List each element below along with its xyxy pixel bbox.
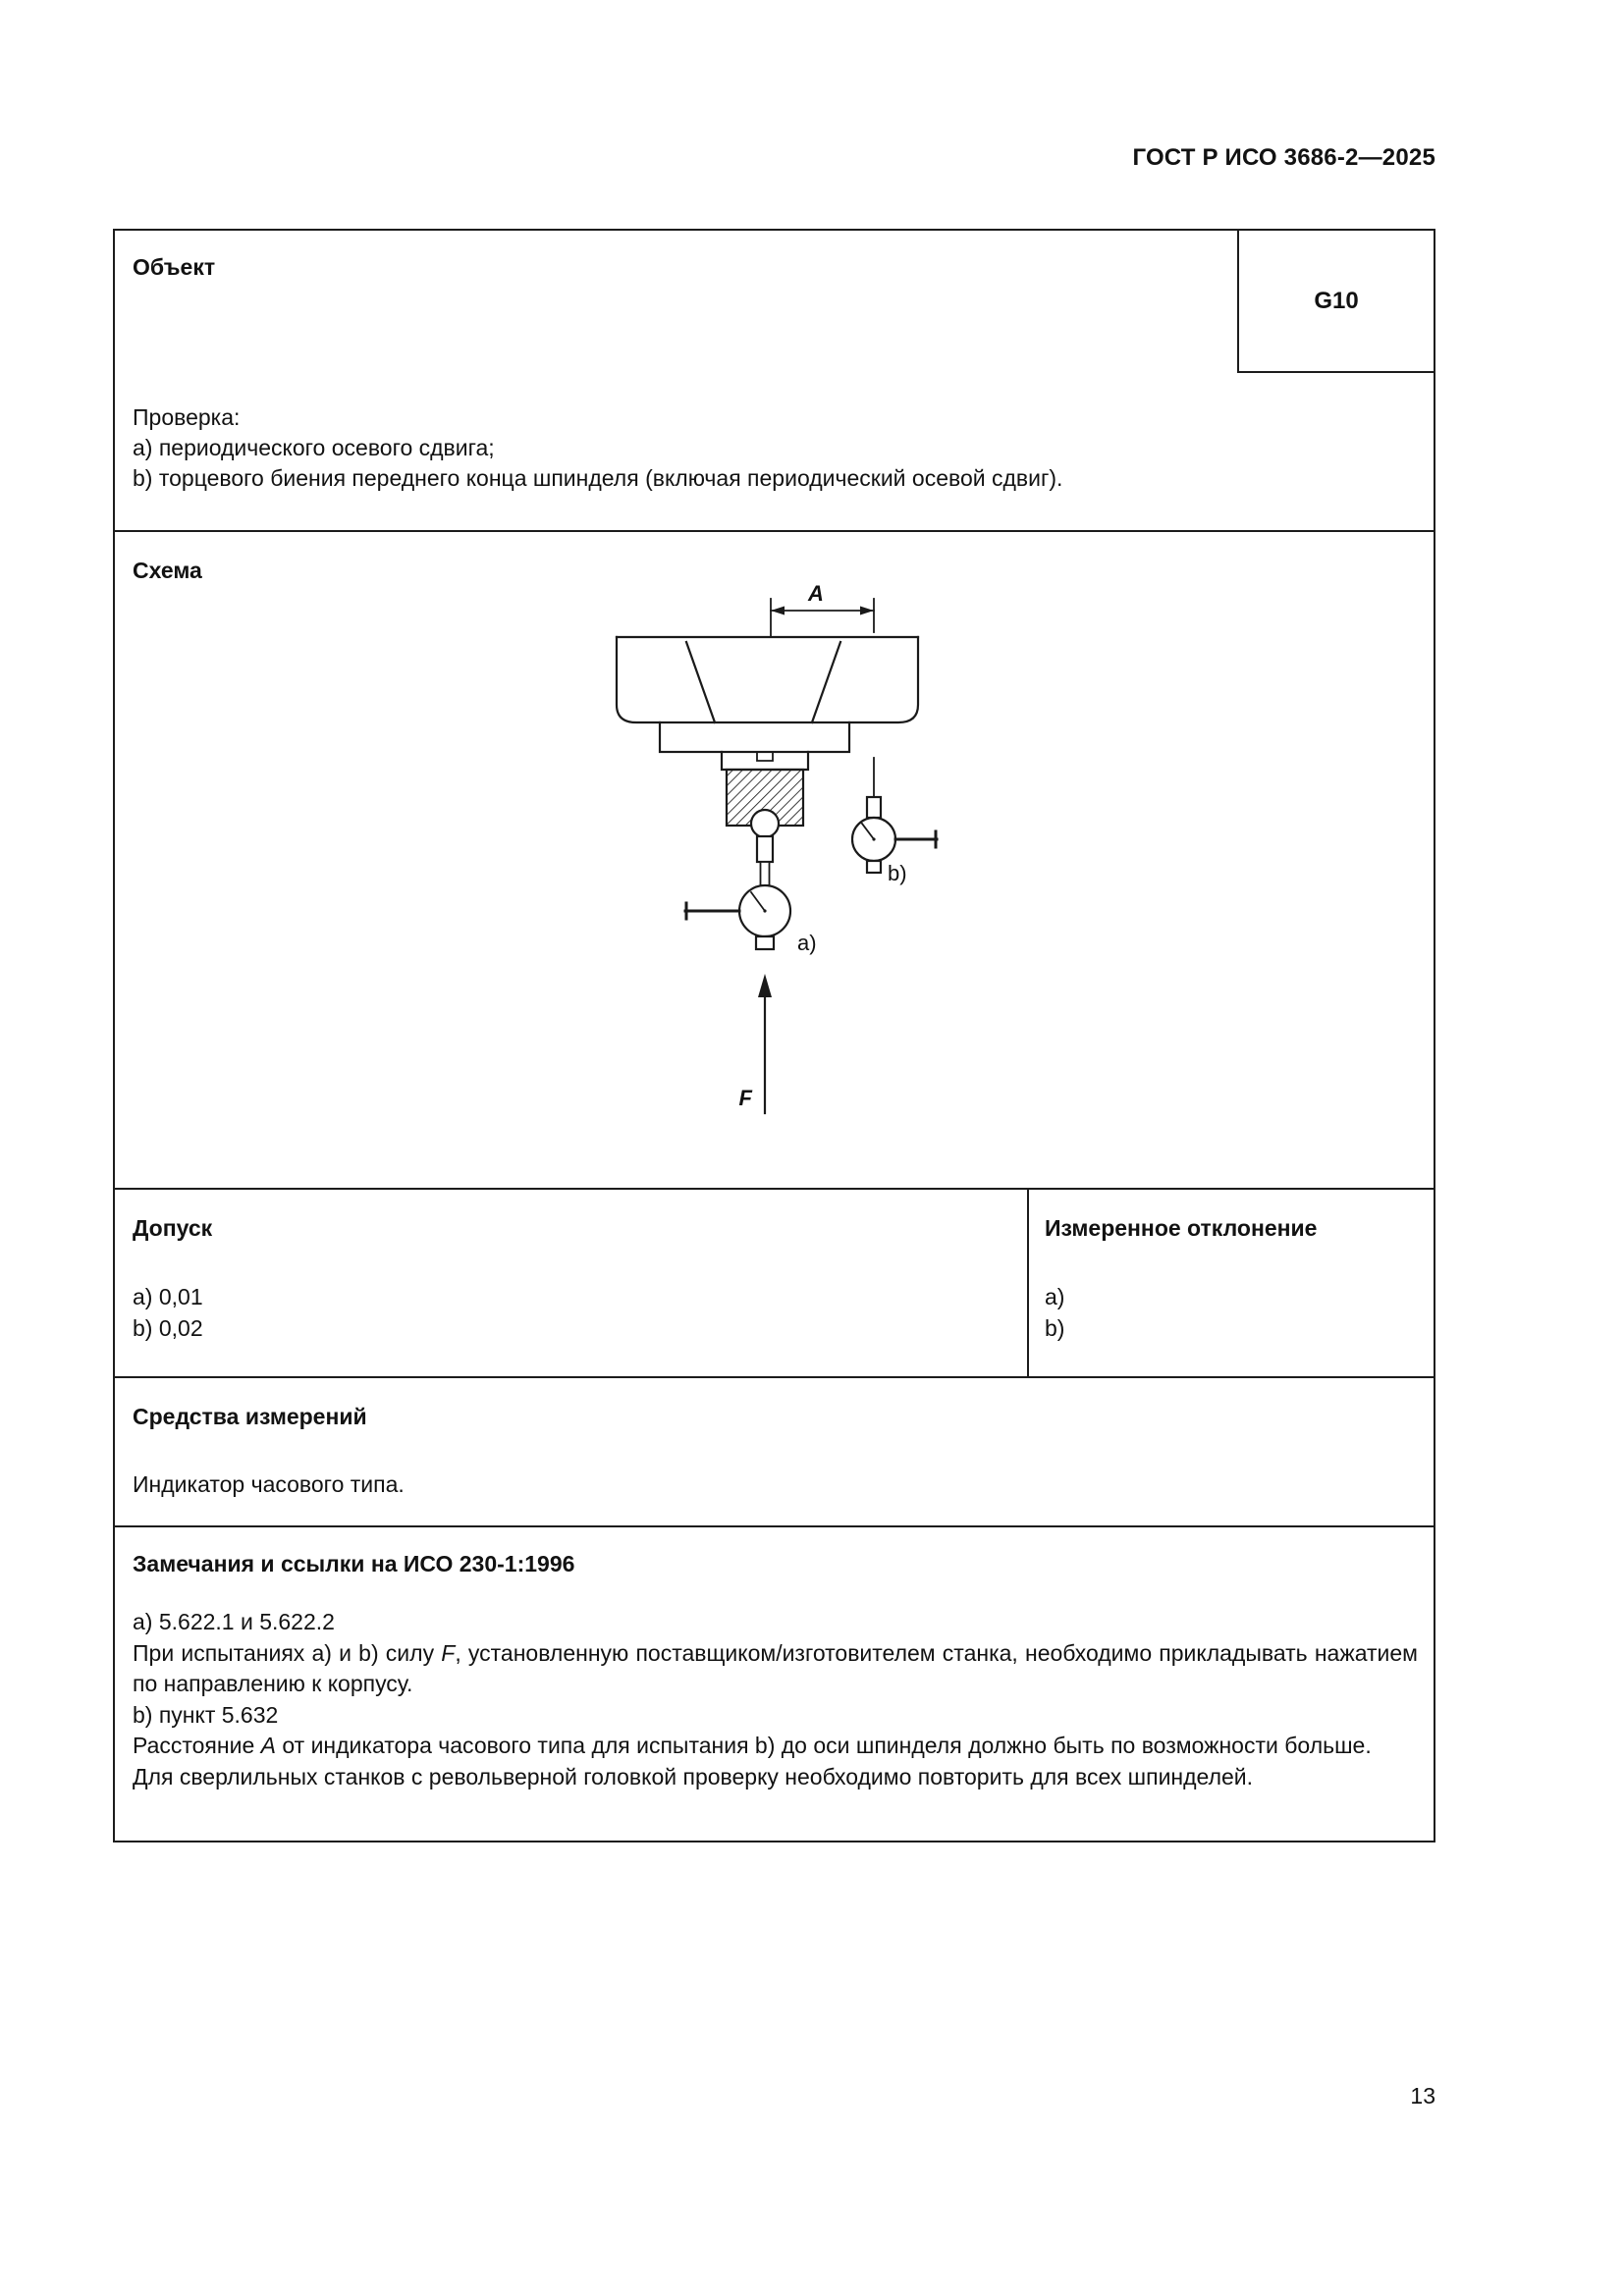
schema-diagram — [550, 583, 1001, 1133]
notes-header: Замечания и ссылки на ИСО 230-1:1996 — [133, 1551, 575, 1576]
ball-stem — [757, 836, 773, 862]
schema-label: Схема — [133, 558, 202, 583]
indicator-a-label: a) — [797, 931, 817, 955]
spindle-taper — [686, 642, 840, 722]
instruments-text: Индикатор часового типа. — [133, 1471, 405, 1497]
contact-ball — [751, 810, 779, 837]
instruments-section — [115, 1378, 1434, 1527]
notes-section — [115, 1527, 1434, 1841]
schema-section — [115, 532, 1434, 1190]
notes-para-distance — [133, 1731, 1418, 1762]
notes-ref-a: a) 5.622.1 и 5.622.2 — [133, 1609, 335, 1634]
force-label: F — [738, 1086, 752, 1110]
notes-para-distance-pre: Расстояние — [133, 1733, 261, 1758]
notes-body — [133, 1607, 1418, 1792]
tolerance-values — [133, 1281, 1027, 1344]
notes-para-turret: Для сверлильных станков с револьверной головкой проверку необходимо повторить для всех шпинделей. — [133, 1763, 1254, 1789]
notes-ref-b: b) пункт 5.632 — [133, 1701, 279, 1728]
deviation-values — [1045, 1281, 1434, 1344]
force-symbol: F — [441, 1639, 456, 1666]
check-section — [115, 373, 1434, 532]
check-item-a: a) периодического осевого сдвига; — [133, 435, 495, 460]
dimension-a-label: A — [808, 583, 824, 606]
notes-para-force-post: , установленную поставщиком/изготовителем станка, необходимо прикладывать нажатием по направлению к корпусу. — [133, 1639, 1418, 1696]
notes-para-force — [133, 1638, 1418, 1700]
tolerance-cell — [115, 1190, 1029, 1376]
indicator-b-label: b) — [888, 861, 907, 885]
check-label: Проверка: — [133, 404, 241, 430]
tolerance-item-b: b) 0,02 — [133, 1315, 203, 1341]
page-number: 13 — [1410, 2083, 1435, 2109]
grade-box — [1237, 231, 1434, 373]
grade-value: G10 — [1314, 287, 1359, 314]
deviation-item-a: a) — [1045, 1284, 1065, 1309]
dial-indicator-a — [685, 885, 790, 949]
tolerance-item-a: a) 0,01 — [133, 1284, 203, 1309]
object-label: Объект — [133, 254, 216, 280]
deviation-header: Измеренное отклонение — [1045, 1215, 1318, 1241]
spec-table — [113, 229, 1435, 1842]
spindle-step — [722, 752, 808, 770]
deviation-item-b: b) — [1045, 1315, 1065, 1341]
check-item-b: b) торцевого биения переднего конца шпинделя (включая периодический осевой сдвиг). — [133, 465, 1063, 491]
spindle-flange — [660, 722, 849, 752]
object-row — [115, 231, 1434, 373]
notes-para-distance-post: от индикатора часового типа для испытания b) до оси шпинделя должно быть по возможности больше. — [275, 1733, 1372, 1758]
spindle-housing — [617, 637, 918, 722]
tolerance-row — [115, 1190, 1434, 1378]
deviation-cell — [1029, 1190, 1434, 1376]
dial-indicator-b — [852, 758, 937, 873]
force-arrow — [758, 974, 772, 1113]
distance-symbol: A — [260, 1733, 276, 1758]
tolerance-header: Допуск — [133, 1215, 213, 1241]
doc-title: ГОСТ Р ИСО 3686-2—2025 — [1132, 144, 1435, 171]
notes-para-force-pre: При испытаниях a) и b) силу — [133, 1639, 442, 1666]
plunger-a — [761, 862, 770, 885]
instruments-header: Средства измерений — [133, 1404, 367, 1429]
